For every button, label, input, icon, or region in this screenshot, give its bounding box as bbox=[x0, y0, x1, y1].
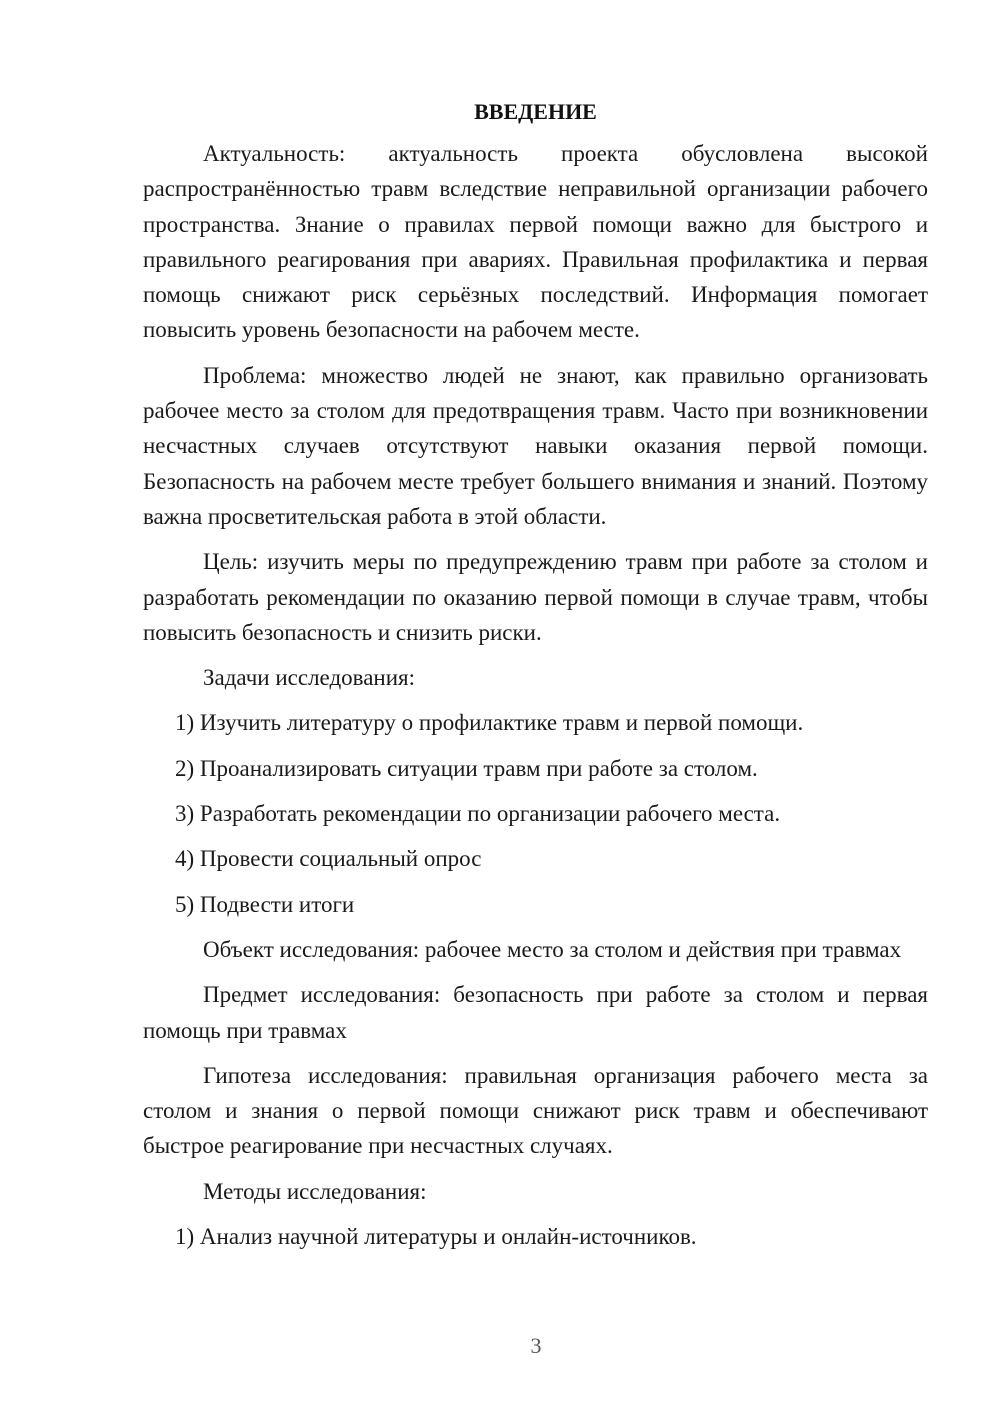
task-item: 3) Разработать рекомендации по организации рабочего места. bbox=[175, 801, 781, 827]
problem-paragraph: Проблема: множество людей не знают, как правильно организовать рабочее место за столом для предотвращения травм. Часто при возникновении несчастных случаев отсутствуют навыки оказания первой помощи. Безопасность на рабочем месте требует большего внимания и знаний. Поэтому важна просветительская работа в этой области. bbox=[143, 362, 928, 529]
goal-paragraph: Цель: изучить меры по предупреждению травм при работе за столом и разработать рекомендации по оказанию первой помощи в случае травм, чтобы повысить безопасность и снизить риски. bbox=[143, 549, 928, 645]
task-item: 2) Проанализировать ситуации травм при работе за столом. bbox=[175, 755, 758, 781]
task-item: 5) Подвести итоги bbox=[175, 891, 355, 917]
method-item: 1) Анализ научной литературы и онлайн-источников. bbox=[175, 1224, 697, 1250]
section-title: ВВЕДЕНИЕ bbox=[474, 99, 597, 124]
page-number: 3 bbox=[530, 1333, 542, 1358]
object-paragraph: Объект исследования: рабочее место за столом и действия при травмах bbox=[203, 936, 902, 962]
task-item: 1) Изучить литературу о профилактике травм и первой помощи. bbox=[175, 710, 804, 736]
page-content bbox=[143, 94, 928, 1264]
hypothesis-paragraph: Гипотеза исследования: правильная организация рабочего места за столом и знания о первой помощи снижают риск травм и обеспечивают быстрое реагирование при несчастных случаях. bbox=[143, 1062, 928, 1159]
subject-paragraph: Предмет исследования: безопасность при работе за столом и первая помощь при травмах bbox=[143, 982, 928, 1043]
relevance-paragraph: Актуальность: актуальность проекта обусловлена высокой распространённостью травм вследствие неправильной организации рабочего пространства. Знание о правилах первой помощи важно для быстрого и правильного реагирования при авариях. Правильная профилактика и первая помощь снижают риск серьёзных последствий. Информация помогает повысить уровень безопасности на рабочем месте. bbox=[143, 141, 928, 343]
tasks-heading: Задачи исследования: bbox=[203, 665, 416, 691]
task-item: 4) Провести социальный опрос bbox=[175, 846, 482, 872]
methods-heading: Методы исследования: bbox=[203, 1178, 427, 1204]
